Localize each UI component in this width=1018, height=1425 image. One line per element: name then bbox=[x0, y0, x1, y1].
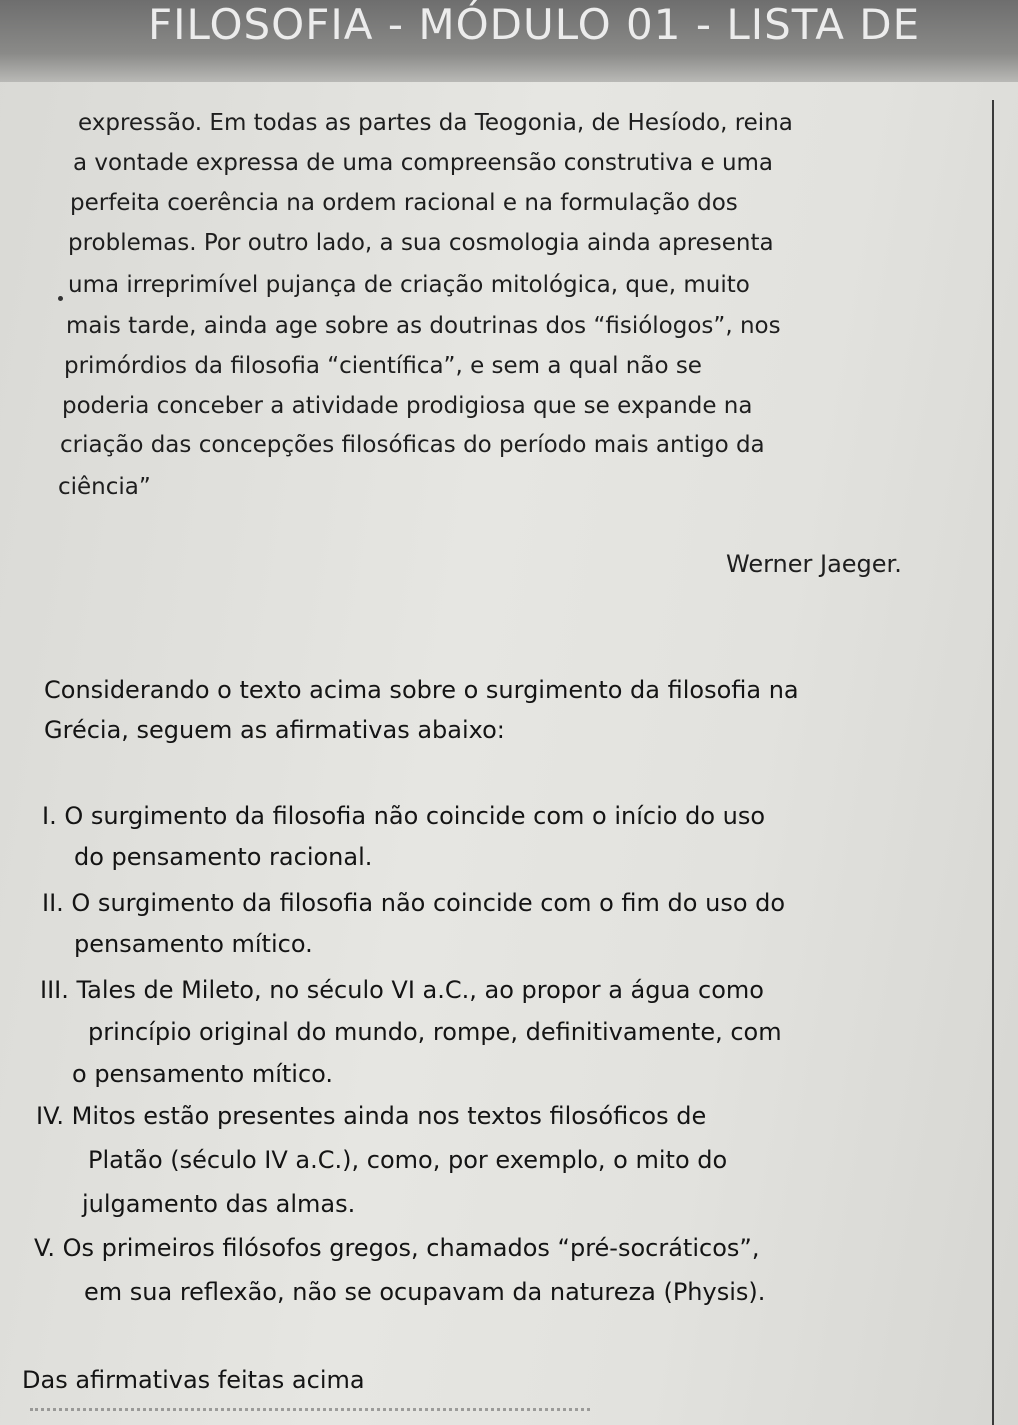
statement-iii-cont: princípio original do mundo, rompe, definitivamente, com bbox=[88, 1018, 782, 1046]
bullet-mark bbox=[58, 296, 63, 301]
statement-v-cont: em sua reflexão, não se ocupavam da natureza (Physis). bbox=[84, 1278, 766, 1306]
statement-iv: IV. Mitos estão presentes ainda nos textos filosóficos de bbox=[36, 1102, 707, 1130]
quote-line: criação das concepções filosóficas do período mais antigo da bbox=[60, 432, 765, 458]
page-title: FILOSOFIA - MÓDULO 01 - LISTA DE bbox=[148, 0, 921, 49]
quote-line: uma irreprimível pujança de criação mitológica, que, muito bbox=[68, 272, 750, 298]
statement-iv-cont: julgamento das almas. bbox=[82, 1190, 356, 1218]
statement-iii-cont: o pensamento mítico. bbox=[72, 1060, 334, 1088]
quote-line: ciência” bbox=[58, 474, 151, 500]
statement-iv-cont: Platão (século IV a.C.), como, por exemplo, o mito do bbox=[88, 1146, 728, 1174]
cut-off-line bbox=[30, 1408, 590, 1425]
question-closing: Das afirmativas feitas acima bbox=[22, 1366, 365, 1394]
question-intro-line: Considerando o texto acima sobre o surgimento da filosofia na bbox=[44, 676, 799, 704]
quote-line: mais tarde, ainda age sobre as doutrinas dos “fisiólogos”, nos bbox=[66, 313, 781, 339]
quote-line: problemas. Por outro lado, a sua cosmologia ainda apresenta bbox=[68, 230, 774, 256]
statement-v: V. Os primeiros filósofos gregos, chamados “pré-socráticos”, bbox=[34, 1234, 760, 1262]
quote-line: perfeita coerência na ordem racional e na formulação dos bbox=[70, 190, 738, 216]
quote-line: a vontade expressa de uma compreensão construtiva e uma bbox=[73, 150, 774, 176]
statement-ii: II. O surgimento da filosofia não coincide com o fim do uso do bbox=[42, 889, 786, 917]
question-intro-line: Grécia, seguem as afirmativas abaixo: bbox=[44, 716, 505, 744]
header-band bbox=[0, 0, 1018, 82]
statement-iii: III. Tales de Mileto, no século VI a.C., ao propor a água como bbox=[40, 976, 764, 1004]
quote-line: poderia conceber a atividade prodigiosa que se expande na bbox=[62, 393, 753, 419]
statement-i: I. O surgimento da filosofia não coincide com o início do uso bbox=[42, 802, 766, 830]
margin-rule bbox=[992, 100, 994, 1425]
quote-line: expressão. Em todas as partes da Teogonia, de Hesíodo, reina bbox=[78, 110, 793, 136]
quote-line: primórdios da filosofia “científica”, e sem a qual não se bbox=[64, 353, 702, 379]
quote-author: Werner Jaeger. bbox=[726, 550, 902, 578]
statement-ii-cont: pensamento mítico. bbox=[74, 930, 313, 958]
statement-i-cont: do pensamento racional. bbox=[74, 843, 373, 871]
